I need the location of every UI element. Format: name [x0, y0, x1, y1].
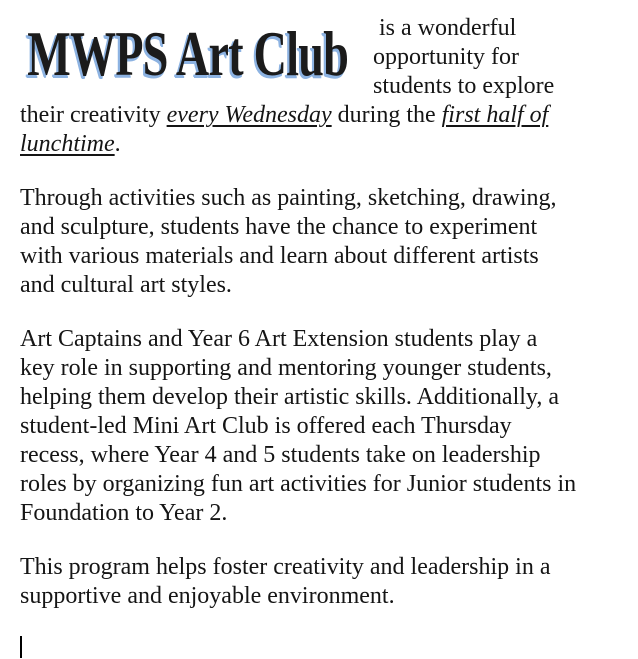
text-line [20, 130, 618, 159]
text-segment: . [114, 131, 121, 157]
text-line [20, 441, 618, 470]
wordart-title[interactable] [20, 14, 373, 98]
document-body [20, 14, 618, 611]
text-line [20, 213, 618, 242]
text-segment: roles by organizing fun art activities for Junior students in [20, 471, 577, 497]
text-segment: and cultural art styles. [20, 272, 232, 298]
paragraph-closing[interactable] [20, 553, 618, 611]
text-line [20, 582, 618, 611]
text-line [20, 271, 618, 300]
text-segment: key role in supporting and mentoring younger students, [20, 355, 552, 381]
wordart-title-text: MWPS Art Club [27, 18, 349, 89]
emphasized-text: every Wednesday [166, 102, 332, 128]
text-segment: students to explore [373, 73, 555, 99]
text-line [20, 383, 618, 412]
text-segment: their creativity [20, 102, 167, 128]
text-line [20, 470, 618, 499]
text-cursor [20, 636, 22, 658]
text-segment: is a wonderful [373, 15, 517, 41]
text-segment: opportunity for [373, 44, 519, 70]
text-line [20, 412, 618, 441]
text-line [20, 325, 618, 354]
text-segment: supportive and enjoyable environment. [20, 583, 395, 609]
text-segment: Through activities such as painting, sketching, drawing, [20, 185, 557, 211]
text-segment: and sculpture, students have the chance to experiment [20, 214, 538, 240]
text-segment: This program helps foster creativity and leadership in a [20, 554, 551, 580]
text-segment: student-led Mini Art Club is offered each Thursday [20, 413, 512, 439]
text-line [20, 499, 618, 528]
text-segment: recess, where Year 4 and 5 students take on leadership [20, 442, 541, 468]
text-segment: Foundation to Year 2. [20, 500, 228, 526]
text-line [20, 184, 618, 213]
text-line [20, 101, 618, 130]
text-segment: helping them develop their artistic skills. Additionally, a [20, 384, 560, 410]
paragraph-captains[interactable] [20, 325, 618, 528]
text-segment: during the [331, 102, 442, 128]
emphasized-text: lunchtime [20, 131, 115, 157]
text-segment: Art Captains and Year 6 Art Extension students play a [20, 326, 538, 352]
emphasized-text: first half of [441, 102, 549, 128]
text-line [20, 553, 618, 582]
text-segment: with various materials and learn about different artists [20, 243, 539, 269]
paragraph-activities[interactable] [20, 184, 618, 300]
text-line [20, 354, 618, 383]
text-line [20, 242, 618, 271]
